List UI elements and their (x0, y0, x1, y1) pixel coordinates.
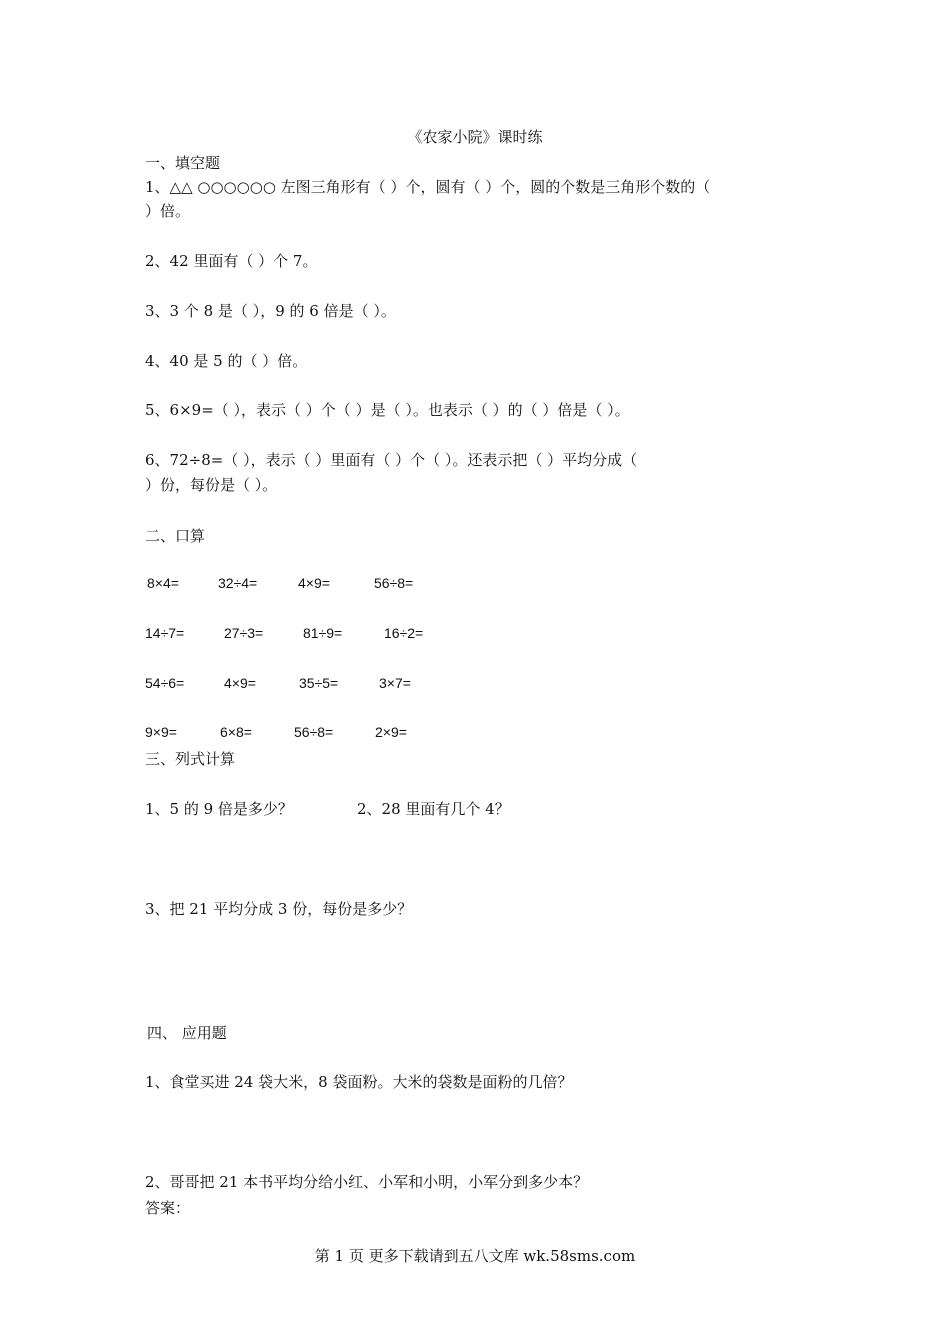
page-title: 《农家小院》课时练 (407, 128, 543, 146)
calc-item: 14÷7= (145, 625, 185, 641)
section-heading-word-problems: 四、 应用题 (147, 1024, 227, 1042)
calc-item: 3×7= (379, 675, 411, 691)
calc-item: 56÷8= (374, 575, 414, 591)
question-4: 4、40 是 5 的（ ）倍。 (145, 352, 308, 370)
section-heading-written-calc: 三、列式计算 (145, 750, 236, 768)
calc-item: 56÷8= (294, 724, 334, 740)
calc-item: 9×9= (145, 724, 177, 740)
word-problem-2: 2、哥哥把 21 本书平均分给小红、小军和小明，小军分到多少本？ (145, 1173, 589, 1191)
calc-item: 81÷9= (303, 625, 343, 641)
calc-item: 35÷5= (299, 675, 339, 691)
question-1-line-1: 1、△△ ○○○○○○ 左图三角形有（ ）个，圆有（ ）个，圆的个数是三角形个数的（ (145, 178, 711, 196)
calc-item: 27÷3= (224, 625, 264, 641)
calc-item: 54÷6= (145, 675, 185, 691)
calc-item: 4×9= (224, 675, 256, 691)
question-6-line-2: ）份，每份是（ ）。 (145, 476, 278, 494)
section-heading-fill-blank: 一、填空题 (145, 154, 221, 172)
word-problem-1: 1、食堂买进 24 袋大米，8 袋面粉。大米的袋数是面粉的几倍？ (145, 1073, 573, 1091)
page-footer: 第 1 页 更多下载请到五八文库 wk.58sms.com (314, 1247, 636, 1265)
written-calc-question-3: 3、把 21 平均分成 3 份，每份是多少？ (145, 900, 413, 918)
calc-item: 4×9= (298, 575, 330, 591)
question-2: 2、42 里面有（ ）个 7。 (145, 252, 318, 270)
answer-label: 答案： (145, 1199, 191, 1217)
calc-item: 8×4= (147, 575, 179, 591)
question-1-line-2: ）倍。 (145, 202, 191, 220)
written-calc-question-1: 1、5 的 9 倍是多少？ (145, 800, 293, 818)
question-3: 3、3 个 8 是（ ），9 的 6 倍是（ ）。 (145, 302, 396, 320)
calc-item: 2×9= (375, 724, 407, 740)
question-6-line-1: 6、72÷8=（ ），表示（ ）里面有（ ）个（ ）。还表示把（ ）平均分成（ (145, 451, 638, 469)
written-calc-question-2: 2、28 里面有几个 4？ (357, 800, 510, 818)
calc-item: 32÷4= (218, 575, 258, 591)
calc-item: 6×8= (220, 724, 252, 740)
question-5: 5、6×9=（ ），表示（ ）个（ ）是（ ）。也表示（ ）的（ ）倍是（ ）。 (145, 401, 630, 419)
calc-item: 16÷2= (384, 625, 424, 641)
section-heading-mental-math: 二、口算 (145, 527, 206, 545)
